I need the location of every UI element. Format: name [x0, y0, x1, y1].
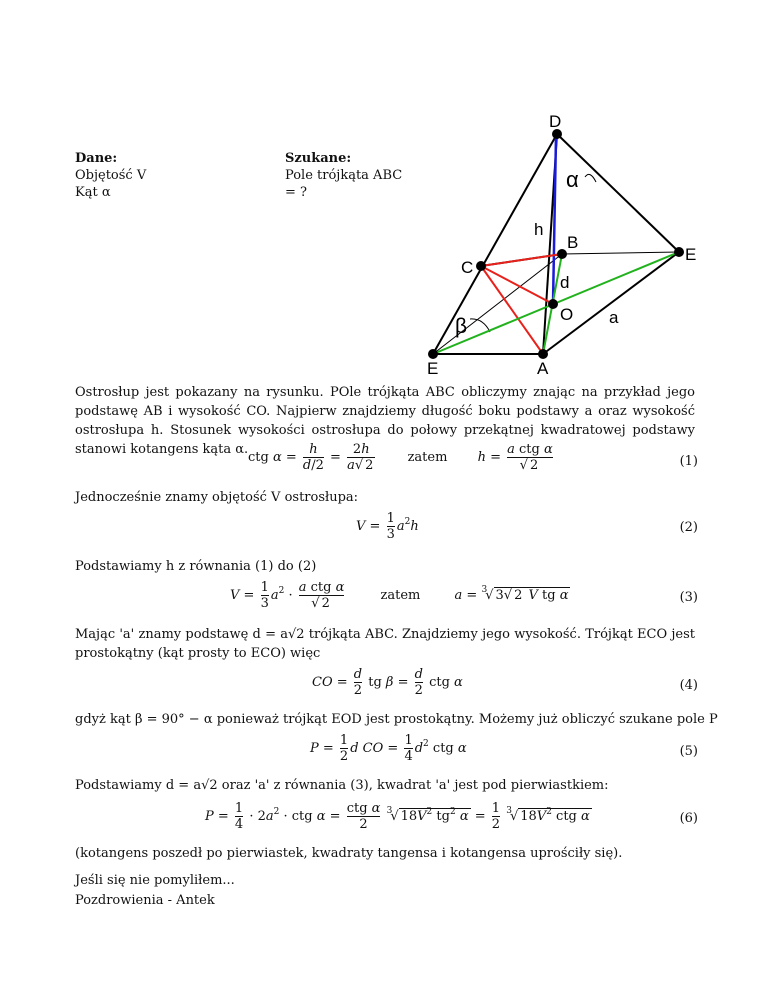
eq-number-2: (2) — [679, 520, 698, 535]
alpha-arc — [585, 174, 596, 182]
point-E-left — [428, 349, 438, 359]
edge-AE-right — [543, 252, 679, 354]
point-O — [548, 299, 558, 309]
given-angle: Kąt α — [75, 185, 111, 200]
pyramid-figure — [0, 0, 768, 380]
equation-4: CO = $\frac{d}{2}$ tg β = $\frac{d}{2}$ ctg α — [312, 667, 463, 698]
red-CO — [481, 266, 553, 304]
equation-3: V = $\frac{1}{3}$ $a^2$ · $\frac{\text{a ctg α}}{√ 2}$ zatem a = $^3$√ 3√ 2 V tg α — [230, 580, 569, 611]
sought-question: = ? — [285, 185, 307, 200]
point-B — [557, 249, 567, 259]
eq-number-4: (4) — [679, 678, 698, 693]
substitute-text: Podstawiamy h z równania (1) do (2) — [75, 559, 317, 574]
since-beta-text: gdyż kąt β = 90° − α ponieważ trójkąt EOD jest prostokątny. Możemy już obliczyć szukane pole P — [75, 712, 718, 727]
sought-area: Pole trójkąta ABC — [285, 168, 403, 183]
eq-number-5: (5) — [679, 744, 698, 759]
knowing-a-paragraph: Mając 'a' znamy podstawę d = a√2 trójkąta ABC. Znajdziemy jego wysokość. Trójkąt ECO jest prostokątny (kąt prosty to ECO) więc — [75, 627, 695, 661]
label-beta: β — [455, 315, 468, 338]
volume-known-text: Jednocześnie znamy objętość V ostrosłupa: — [75, 490, 359, 505]
label-D: D — [549, 112, 562, 131]
point-C — [476, 261, 486, 271]
eq-number-6: (6) — [679, 811, 698, 826]
zatem-1: zatem — [407, 450, 448, 465]
equation-6: P = $\frac{1}{4}$ · $2a^2$ · ctg α = $\frac{\text{ctg α}}{2}$ $^3$√ $18V^2$ $tg^2$ α = $\frac{1}{2}$ $^3$√ $18V^2$ ctg α — [205, 801, 590, 832]
eq-number-3: (3) — [679, 590, 698, 605]
edge-DE-left — [433, 134, 557, 354]
label-alpha: α — [566, 167, 579, 192]
base-line-BE — [562, 252, 679, 254]
label-h: h — [534, 220, 544, 239]
label-O: O — [560, 305, 574, 324]
beta-arc — [470, 319, 490, 332]
label-E-right: E — [685, 245, 697, 264]
given-heading: Dane: — [75, 151, 118, 166]
height-line — [553, 136, 556, 304]
sought-heading: Szukane: — [285, 151, 352, 166]
equation-2: V = $\frac{1}{3}$ $a^2h$ — [356, 511, 419, 542]
subst-d-text: Podstawiamy d = a√2 oraz 'a' z równania (3), kwadrat 'a' jest pod pierwiastkiem: — [75, 778, 609, 793]
given-volume: Objętość V — [75, 168, 147, 183]
label-E-left: E — [427, 359, 439, 378]
equation-1: ctg α = $\frac{h}{d/2}$ = $\frac{2h}{a√ 2}$ zatem h = $\frac{\text{a ctg α}}{√ 2}$ — [248, 442, 553, 473]
closing-line-2: Pozdrowienia - Antek — [75, 893, 215, 908]
label-A: A — [537, 359, 549, 378]
point-E-right — [674, 247, 684, 257]
closing-line-1: Jeśli się nie pomyliłem... — [75, 873, 235, 888]
cotangent-note: (kotangens poszedł po pierwiastek, kwadraty tangensa i kotangensa uprościły się). — [75, 846, 623, 861]
base-line-EB — [433, 254, 562, 354]
label-d: d — [560, 273, 570, 292]
eq-number-1: (1) — [679, 454, 698, 469]
equation-5: P = $\frac{1}{2}$ d CO = $\frac{1}{4}$ $d^2$ ctg α — [310, 733, 467, 764]
intro-paragraph: Ostrosłup jest pokazany na rysunku. POle trójkąta ABC obliczymy znając na przykład jego podstawę AB i wysokość CO. Najpierw znajdziemy długość boku podstawy a oraz wysokość ostrosłupa h. Stosunek wysokości ostrosłupa do połowy przekątnej kwadratowej podstawy stanowi kotangens kąta α. — [75, 385, 695, 457]
zatem-3: zatem — [380, 588, 421, 603]
point-A — [538, 349, 548, 359]
label-B: B — [567, 233, 579, 252]
label-a: a — [609, 308, 619, 327]
label-C: C — [461, 258, 474, 277]
